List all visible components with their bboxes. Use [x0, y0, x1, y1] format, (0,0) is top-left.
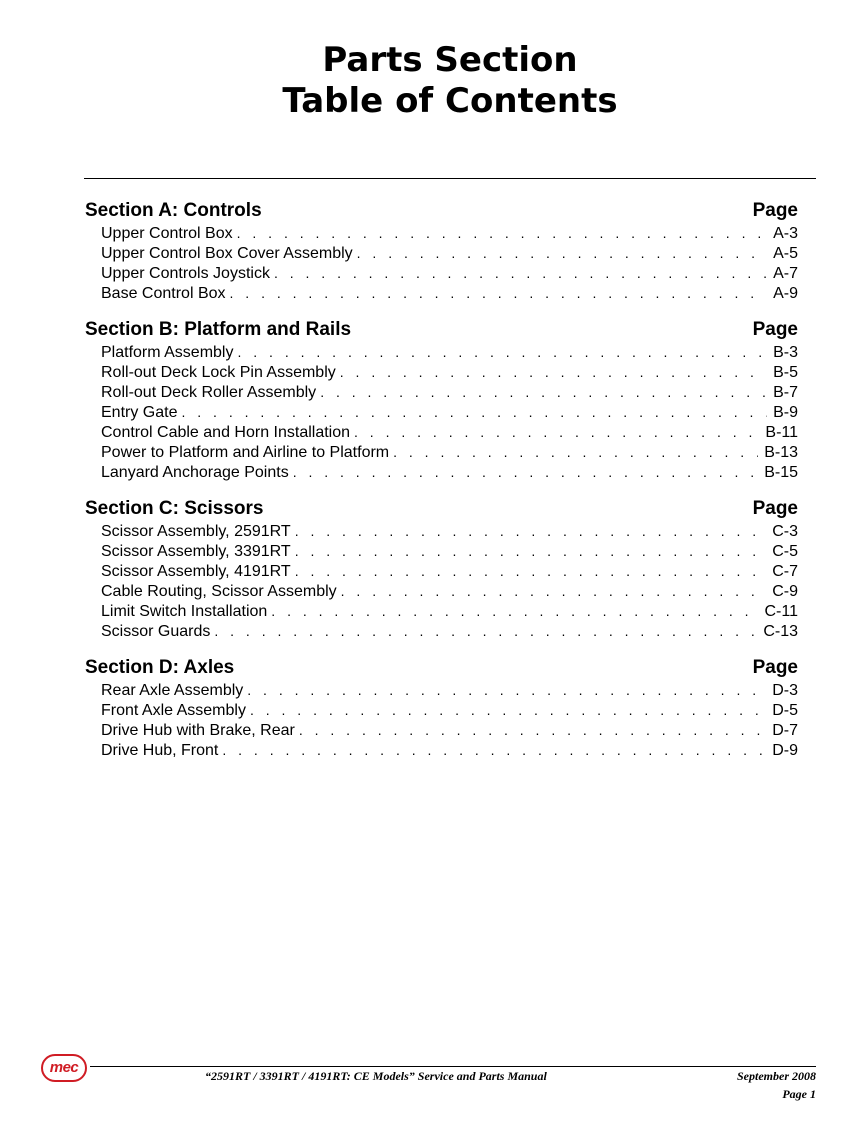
toc-entry-page: C-9 [772, 583, 798, 600]
dot-leader [250, 700, 766, 720]
toc-entry-page: C-13 [763, 623, 798, 640]
toc-entry[interactable] [85, 601, 798, 621]
toc-entry-label: Upper Control Box Cover Assembly [101, 245, 353, 262]
dot-leader [230, 283, 768, 303]
dot-leader [237, 223, 767, 243]
page-column-header: Page [752, 498, 798, 519]
toc-entry-label: Scissor Assembly, 4191RT [101, 563, 291, 580]
toc-section [85, 655, 798, 760]
toc-entry-page: C-7 [772, 563, 798, 580]
dot-leader [320, 382, 767, 402]
section-title: Section A: Controls [85, 200, 262, 221]
toc-entry[interactable] [85, 521, 798, 541]
section-heading [85, 317, 798, 342]
dot-leader [341, 581, 767, 601]
toc-entry-label: Power to Platform and Airline to Platform [101, 444, 390, 461]
toc-entry[interactable] [85, 561, 798, 581]
toc-entry-label: Upper Control Box [101, 225, 233, 242]
footer-divider [90, 1066, 816, 1067]
toc-entry-page: B-15 [764, 464, 798, 481]
toc-entry-label: Scissor Assembly, 3391RT [101, 543, 291, 560]
toc-entry-label: Entry Gate [101, 404, 178, 421]
toc-entry[interactable] [85, 442, 798, 462]
footer-date: September 2008 [737, 1069, 816, 1083]
toc-entry-label: Limit Switch Installation [101, 603, 268, 620]
toc-entry-page: A-7 [773, 265, 798, 282]
toc-section [85, 496, 798, 641]
dot-leader [357, 243, 767, 263]
dot-leader [274, 263, 767, 283]
dot-leader [181, 402, 767, 422]
toc-entry[interactable] [85, 263, 798, 283]
toc-section [85, 198, 798, 303]
toc-entry-label: Scissor Assembly, 2591RT [101, 523, 291, 540]
dot-leader [222, 740, 766, 760]
toc-entry-label: Drive Hub, Front [101, 742, 219, 759]
toc-entry-label: Platform Assembly [101, 344, 234, 361]
toc-entry[interactable] [85, 541, 798, 561]
section-title: Section D: Axles [85, 657, 235, 678]
toc-entry[interactable] [85, 462, 798, 482]
dot-leader [295, 521, 767, 541]
toc-entry[interactable] [85, 621, 798, 641]
toc-entry-page: B-13 [764, 444, 798, 461]
toc-entry[interactable] [85, 422, 798, 442]
toc-entry-label: Control Cable and Horn Installation [101, 424, 351, 441]
title-line-2: Table of Contents [282, 81, 618, 121]
toc-entry-label: Upper Controls Joystick [101, 265, 270, 282]
table-of-contents [85, 198, 798, 774]
toc-entry-page: B-11 [765, 424, 798, 441]
toc-entry[interactable] [85, 680, 798, 700]
toc-entry-page: D-5 [772, 702, 798, 719]
toc-section [85, 317, 798, 482]
toc-entry[interactable] [85, 243, 798, 263]
dot-leader [293, 462, 759, 482]
toc-entry-page: D-3 [772, 682, 798, 699]
toc-entry[interactable] [85, 362, 798, 382]
dot-leader [299, 720, 766, 740]
toc-entry-label: Front Axle Assembly [101, 702, 246, 719]
dot-leader [214, 621, 757, 641]
section-title: Section C: Scissors [85, 498, 264, 519]
toc-entry[interactable] [85, 402, 798, 422]
section-heading [85, 655, 798, 680]
footer-manual-title: “2591RT / 3391RT / 4191RT: CE Models” Service and Parts Manual [205, 1069, 547, 1083]
page-title [0, 40, 866, 122]
dot-leader [295, 541, 767, 561]
dot-leader [354, 422, 759, 442]
toc-entry[interactable] [85, 740, 798, 760]
section-heading [85, 496, 798, 521]
toc-entry-page: A-9 [773, 285, 798, 302]
dot-leader [247, 680, 766, 700]
page-column-header: Page [752, 200, 798, 221]
toc-entry-page: D-7 [772, 722, 798, 739]
toc-entry[interactable] [85, 720, 798, 740]
toc-entry-page: B-9 [773, 404, 798, 421]
toc-entry[interactable] [85, 283, 798, 303]
toc-entry-page: C-3 [772, 523, 798, 540]
mec-logo: mec [41, 1054, 87, 1082]
dot-leader [393, 442, 758, 462]
toc-entry-page: B-5 [773, 364, 798, 381]
toc-entry-page: C-5 [772, 543, 798, 560]
toc-entry-label: Lanyard Anchorage Points [101, 464, 289, 481]
section-title: Section B: Platform and Rails [85, 319, 352, 340]
toc-entry-label: Roll-out Deck Roller Assembly [101, 384, 317, 401]
toc-entry[interactable] [85, 223, 798, 243]
toc-entry-label: Rear Axle Assembly [101, 682, 244, 699]
dot-leader [295, 561, 767, 581]
toc-entry-page: B-3 [773, 344, 798, 361]
header-divider [84, 178, 816, 179]
toc-entry-page: A-5 [773, 245, 798, 262]
dot-leader [340, 362, 767, 382]
toc-entry-label: Cable Routing, Scissor Assembly [101, 583, 337, 600]
section-heading [85, 198, 798, 223]
title-line-1: Parts Section [322, 40, 578, 80]
toc-entry-page: A-3 [773, 225, 798, 242]
page-column-header: Page [752, 657, 798, 678]
toc-entry-page: D-9 [772, 742, 798, 759]
page-column-header: Page [752, 319, 798, 340]
footer-page-number: Page 1 [782, 1087, 816, 1101]
toc-entry-page: B-7 [773, 384, 798, 401]
toc-entry-label: Base Control Box [101, 285, 226, 302]
toc-entry-label: Drive Hub with Brake, Rear [101, 722, 295, 739]
toc-entry[interactable] [85, 581, 798, 601]
dot-leader [237, 342, 767, 362]
toc-entry-page: C-11 [764, 603, 798, 620]
dot-leader [271, 601, 758, 621]
toc-entry-label: Scissor Guards [101, 623, 211, 640]
toc-entry[interactable] [85, 382, 798, 402]
toc-entry[interactable] [85, 700, 798, 720]
toc-entry[interactable] [85, 342, 798, 362]
toc-entry-label: Roll-out Deck Lock Pin Assembly [101, 364, 336, 381]
